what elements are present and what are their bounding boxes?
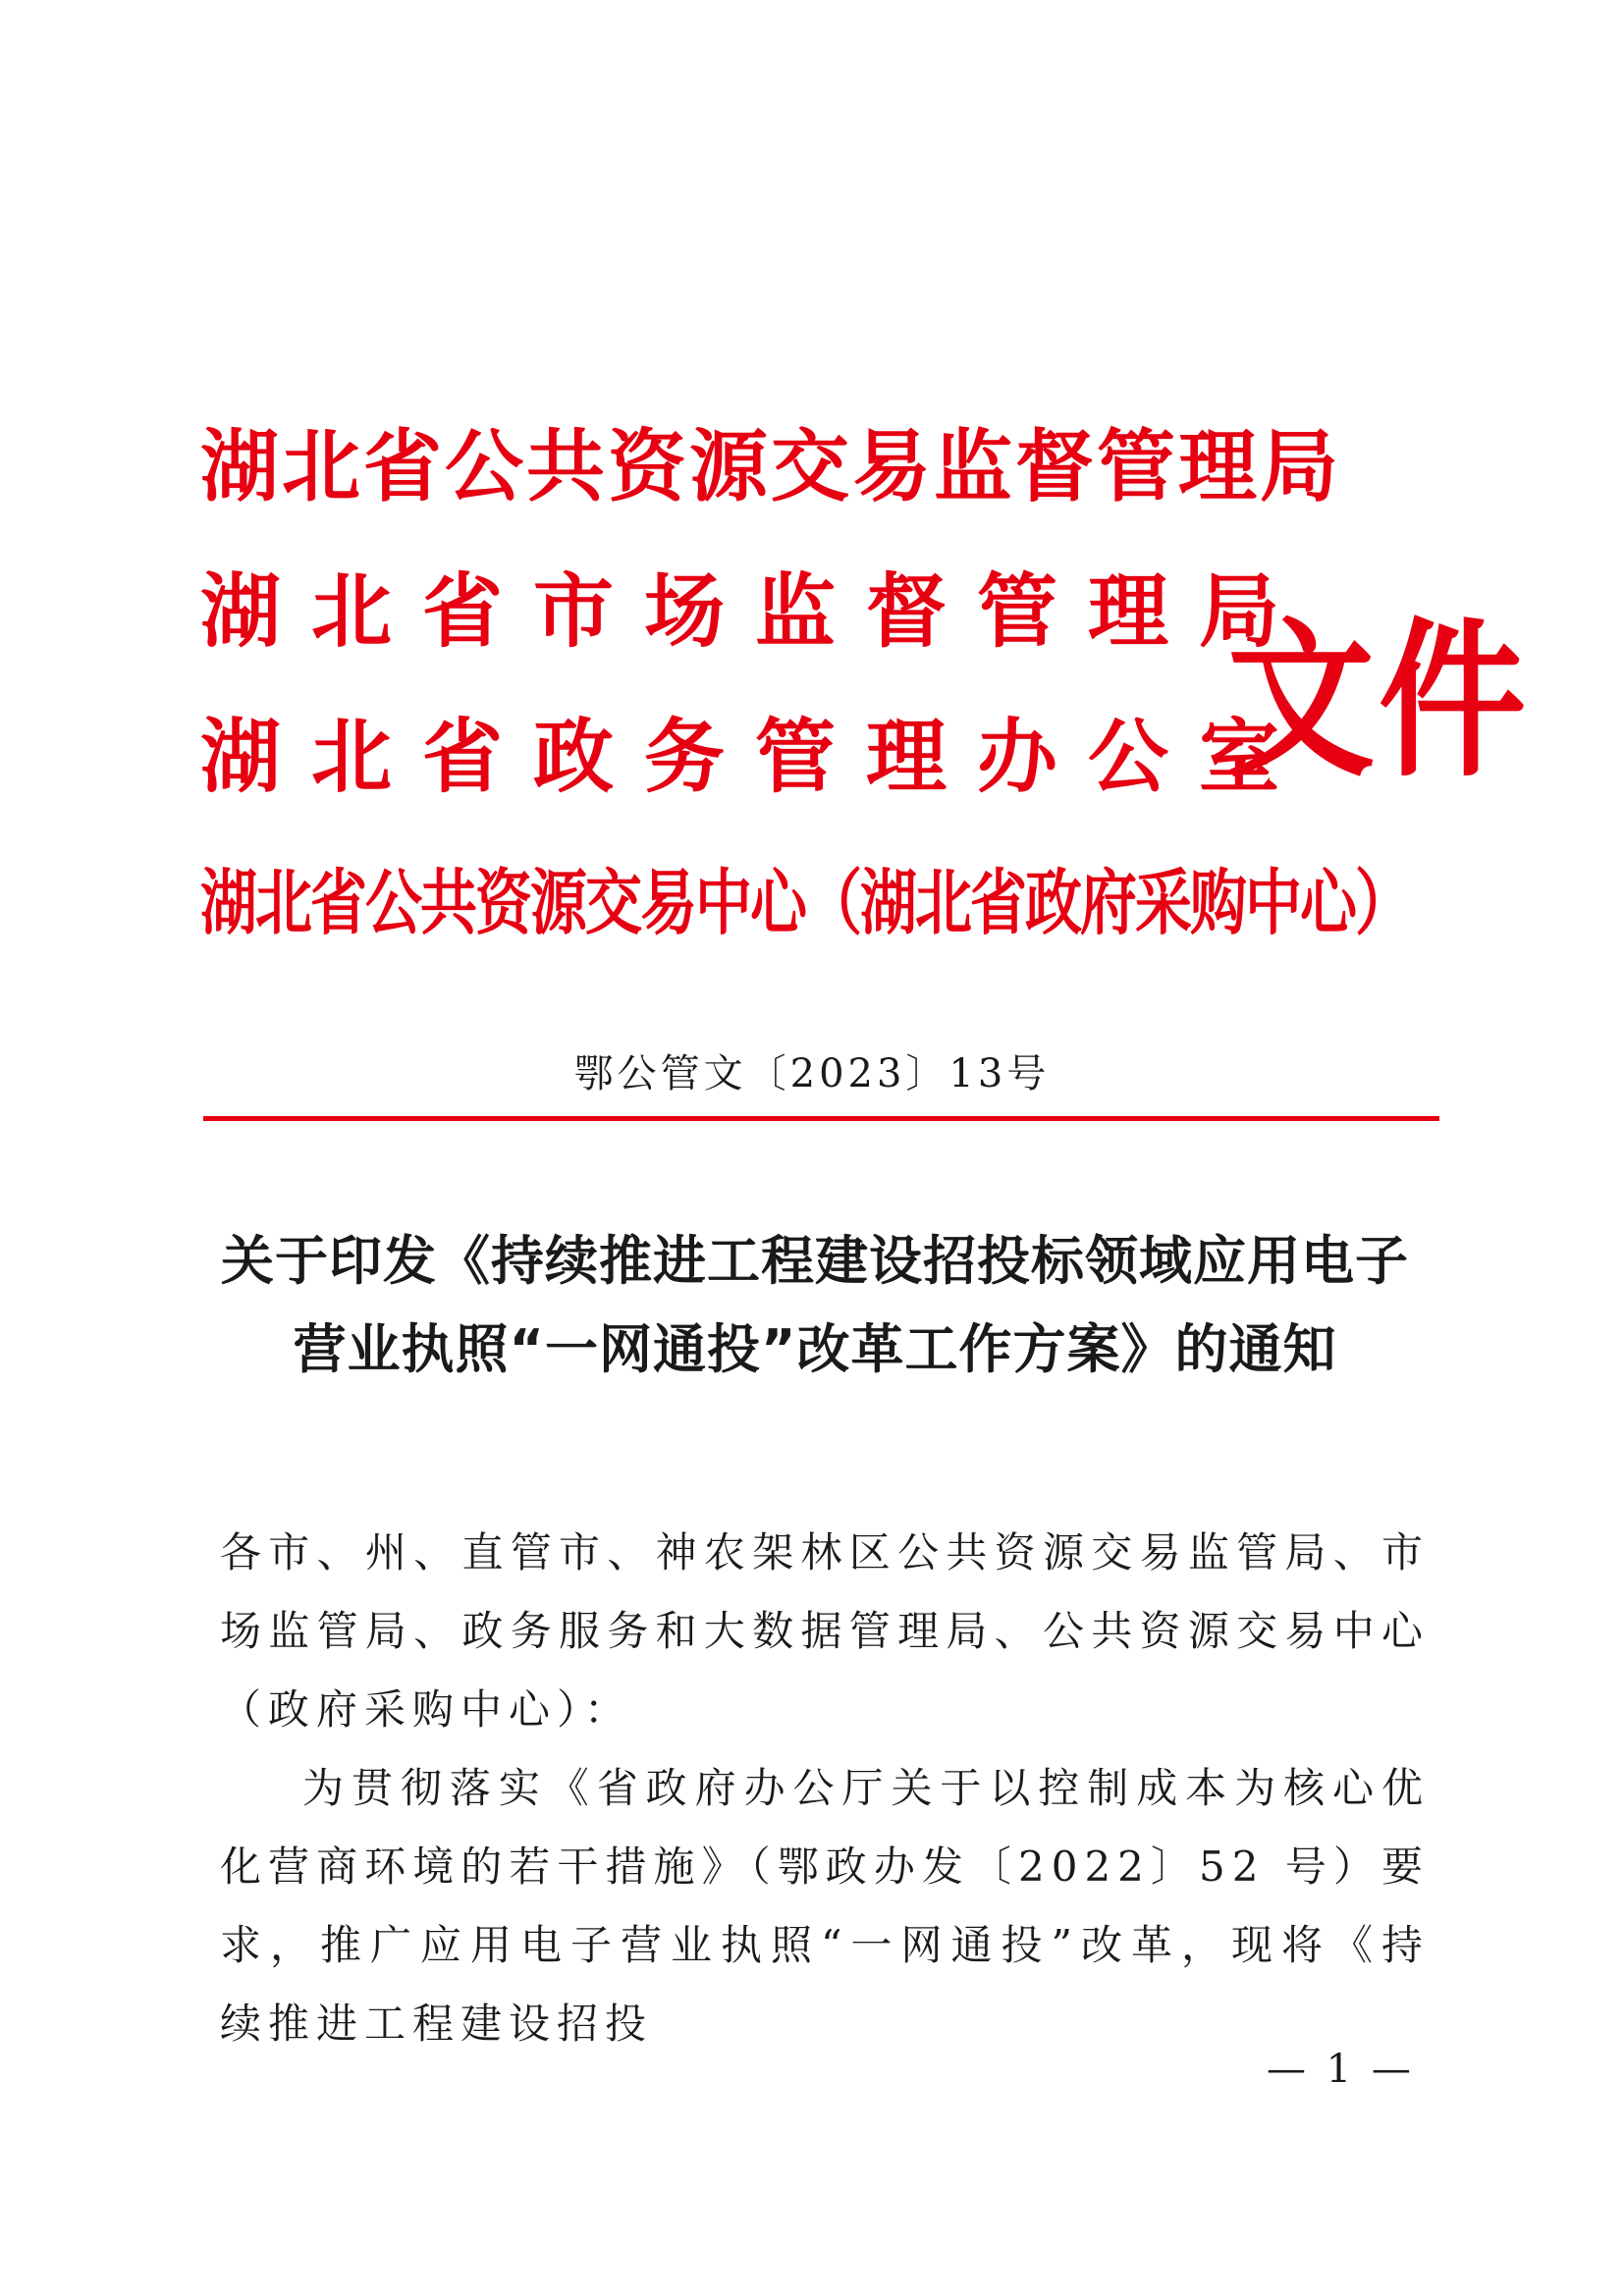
issuer-line: 湖北省公共资源交易监督管理局 [200, 421, 1341, 512]
issuer-line: 湖北省公共资源交易中心（湖北省政府采购中心） [200, 861, 1411, 945]
document-word: 文件 [1227, 604, 1531, 801]
title-line: 关于印发《持续推进工程建设招投标领域应用电子 [221, 1230, 1409, 1292]
title-line: 营业执照“一网通投”改革工作方案》的通知 [293, 1318, 1337, 1380]
body-paragraph: 为贯彻落实《省政府办公厅关于以控制成本为核心优化营商环境的若干措施》（鄂政办发〔2022〕52 号）要求，推广应用电子营业执照“一网通投”改革，现将《持续推进工程建设招投 [220, 1764, 1430, 2048]
issuer-line: 湖北省市场监督管理局 [200, 565, 1311, 659]
red-divider [203, 1116, 1439, 1121]
document-number: 鄂公管文〔2023〕13号 [573, 1051, 1051, 1096]
document-body [220, 1514, 1430, 2063]
page-number: — 1 — [1267, 2047, 1415, 2092]
salutation: 各市、州、直管市、神农架林区公共资源交易监管局、市场监管局、政务服务和大数据管理局、公共资源交易中心（政府采购中心）： [220, 1528, 1430, 1734]
document-title [177, 1217, 1453, 1394]
issuer-line: 湖北省政务管理办公室 [200, 711, 1311, 804]
